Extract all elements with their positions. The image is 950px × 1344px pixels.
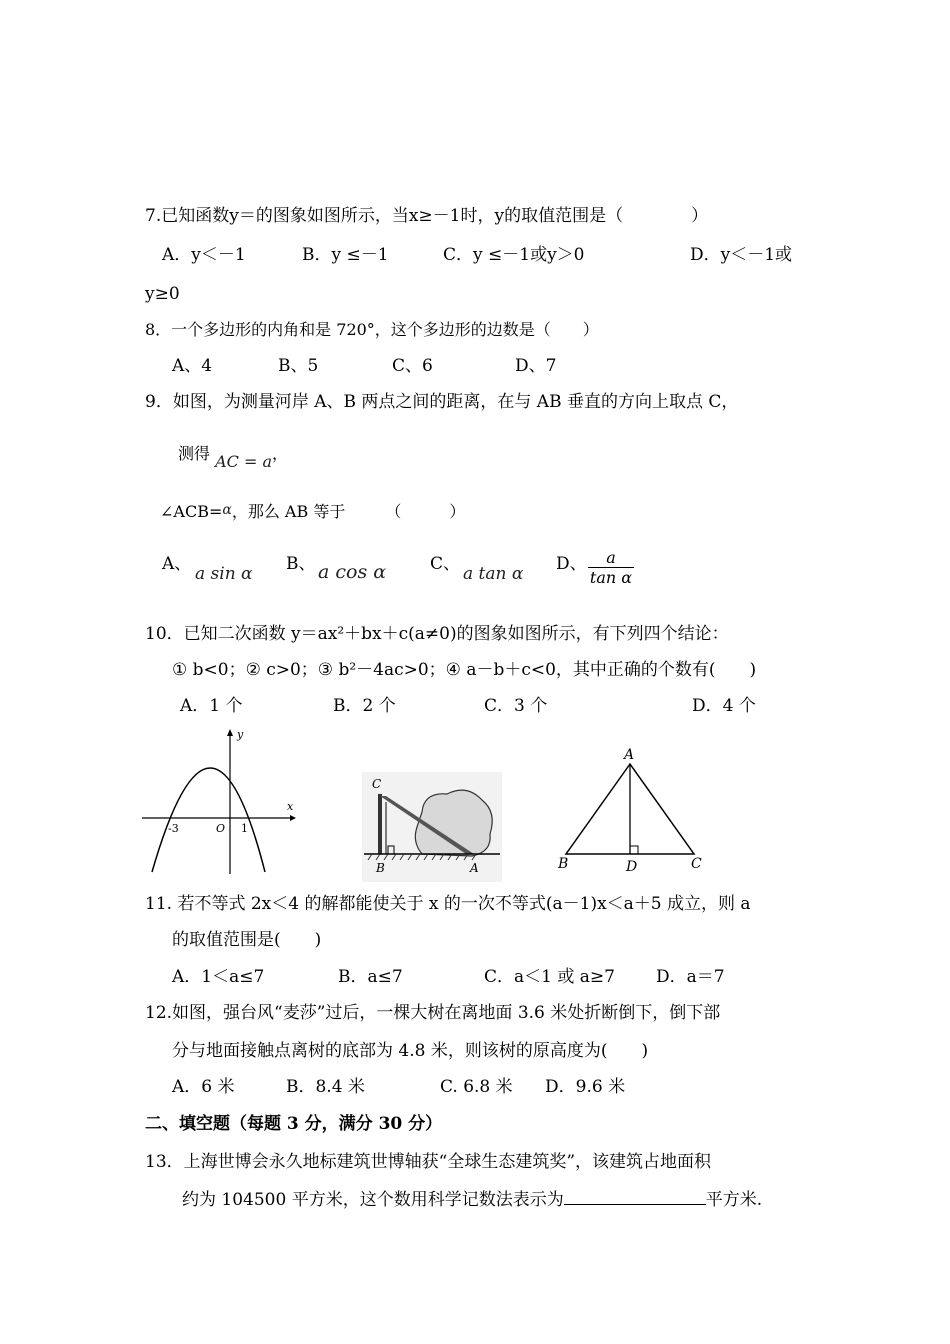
q8-option-a: A、4	[172, 356, 213, 376]
parabola-x-label: x	[287, 800, 294, 813]
parabola-x-arrow	[290, 815, 296, 821]
q8-option-d: D、7	[515, 356, 557, 376]
q12-option-c: C. 6.8 米	[440, 1077, 513, 1097]
section2-heading: 二、填空题（每题 3 分，满分 30 分）	[145, 1114, 443, 1134]
q9-line3-prefix: ∠ACB=	[160, 502, 223, 521]
parabola-tick-neg3: -3	[168, 822, 179, 835]
q10-stem: 10．已知二次函数 y＝ax²＋bx＋c(a≠0)的图象如图所示，有下列四个结论：	[145, 624, 729, 644]
q10-option-d: D．4 个	[692, 696, 756, 716]
q12-option-b: B．8.4 米	[286, 1077, 365, 1097]
triangle-label-a: A	[624, 747, 635, 763]
parabola-y-label: y	[237, 728, 244, 741]
river-label-a: A	[470, 861, 479, 875]
triangle-label-c: C	[691, 856, 702, 872]
q9-option-d-fraction	[588, 548, 634, 587]
parabola-figure	[140, 726, 300, 876]
q11-option-a: A．1＜a≤7	[172, 967, 265, 987]
q9-option-c-label: C、	[430, 554, 461, 574]
q9-line3-suffix: ，那么 AB 等于 （ ）	[231, 502, 466, 521]
triangle-label-d: D	[626, 859, 638, 874]
q8-option-c: C、6	[392, 356, 433, 376]
q11-stem: 11. 若不等式 2x＜4 的解都能使关于 x 的一次不等式(a－1)x＜a＋5 成立，则 a	[145, 894, 751, 914]
q9-ac-equation: AC = a	[215, 452, 273, 471]
triangle-figure	[552, 744, 712, 874]
q10-option-b: B．2 个	[333, 696, 396, 716]
triangle-right-angle	[630, 846, 638, 854]
q7-option-a: A．y＜－1	[162, 245, 246, 265]
q9-option-a-label: A、	[162, 554, 192, 574]
river-label-b: B	[376, 861, 385, 875]
q9-option-d-denominator: tan α	[589, 568, 633, 587]
q11-option-b: B．a≤7	[338, 967, 403, 987]
q8-option-b: B、5	[278, 356, 319, 376]
q12-option-a: A．6 米	[172, 1077, 235, 1097]
q10-line2: ① b<0；② c>0；③ b²－4ac>0；④ a－b＋c<0，其中正确的个数有( )	[172, 660, 757, 680]
q13-line2	[182, 1188, 762, 1212]
q9-line2-prefix: 测得	[178, 444, 211, 463]
q11-option-d: D．a＝7	[656, 967, 725, 987]
q9-option-d-label: D、	[556, 554, 587, 574]
q13-answer-blank[interactable]	[564, 1188, 706, 1205]
q9-option-c-math: a tan α	[463, 564, 524, 584]
q10-option-a: A．1 个	[180, 696, 243, 716]
q9-option-b-math: a cos α	[318, 561, 387, 583]
q9-option-d-numerator: a	[588, 548, 634, 568]
q9-option-a-math: a sin α	[195, 564, 253, 584]
parabola-tick-1: 1	[241, 822, 248, 835]
q11-option-c: C．a＜1 或 a≥7	[484, 967, 615, 987]
q7-stem: 7.已知函数y＝的图象如图所示，当x≥－1时，y的取值范围是（ ）	[145, 206, 709, 226]
q7-option-b: B．y ≤－1	[302, 245, 389, 265]
q7-option-d: D．y＜－1或	[690, 245, 793, 265]
q8-stem: 8．一个多边形的内角和是 720°，这个多边形的边数是（ ）	[145, 320, 599, 339]
q13-line2-suffix: 平方米.	[705, 1190, 763, 1210]
q9-line2	[178, 442, 289, 471]
q9-line3	[160, 500, 465, 525]
q13-line2-prefix: 约为 104500 平方米，这个数用科学记数法表示为	[182, 1190, 564, 1210]
q7-option-d-cont: y≥0	[145, 284, 180, 304]
parabola-origin: O	[216, 822, 226, 835]
q12-stem: 12.如图，强台风“麦莎”过后，一棵大树在离地面 3.6 米处折断倒下，倒下部	[145, 1003, 721, 1023]
q13-stem: 13．上海世博会永久地标建筑世博轴获“全球生态建筑奖”，该建筑占地面积	[145, 1152, 712, 1172]
river-figure	[362, 772, 502, 882]
parabola-curve	[152, 768, 265, 872]
triangle-label-b: B	[558, 856, 569, 872]
q12-line2: 分与地面接触点离树的底部为 4.8 米，则该树的原高度为( )	[172, 1041, 649, 1061]
q11-line2: 的取值范围是( )	[172, 930, 322, 950]
parabola-y-arrow	[227, 729, 233, 736]
q9-alpha: α	[222, 502, 232, 518]
river-label-c: C	[372, 777, 382, 791]
q9-stem: 9．如图，为测量河岸 A、B 两点之间的距离，在与 AB 垂直的方向上取点 C，	[145, 392, 739, 412]
q7-option-c: C．y ≤－1或y＞0	[443, 245, 585, 265]
q10-option-c: C．3 个	[484, 696, 548, 716]
q9-option-b-label: B、	[286, 554, 316, 574]
q12-option-d: D．9.6 米	[545, 1077, 626, 1097]
q9-line2-suffix: ，	[272, 444, 289, 463]
